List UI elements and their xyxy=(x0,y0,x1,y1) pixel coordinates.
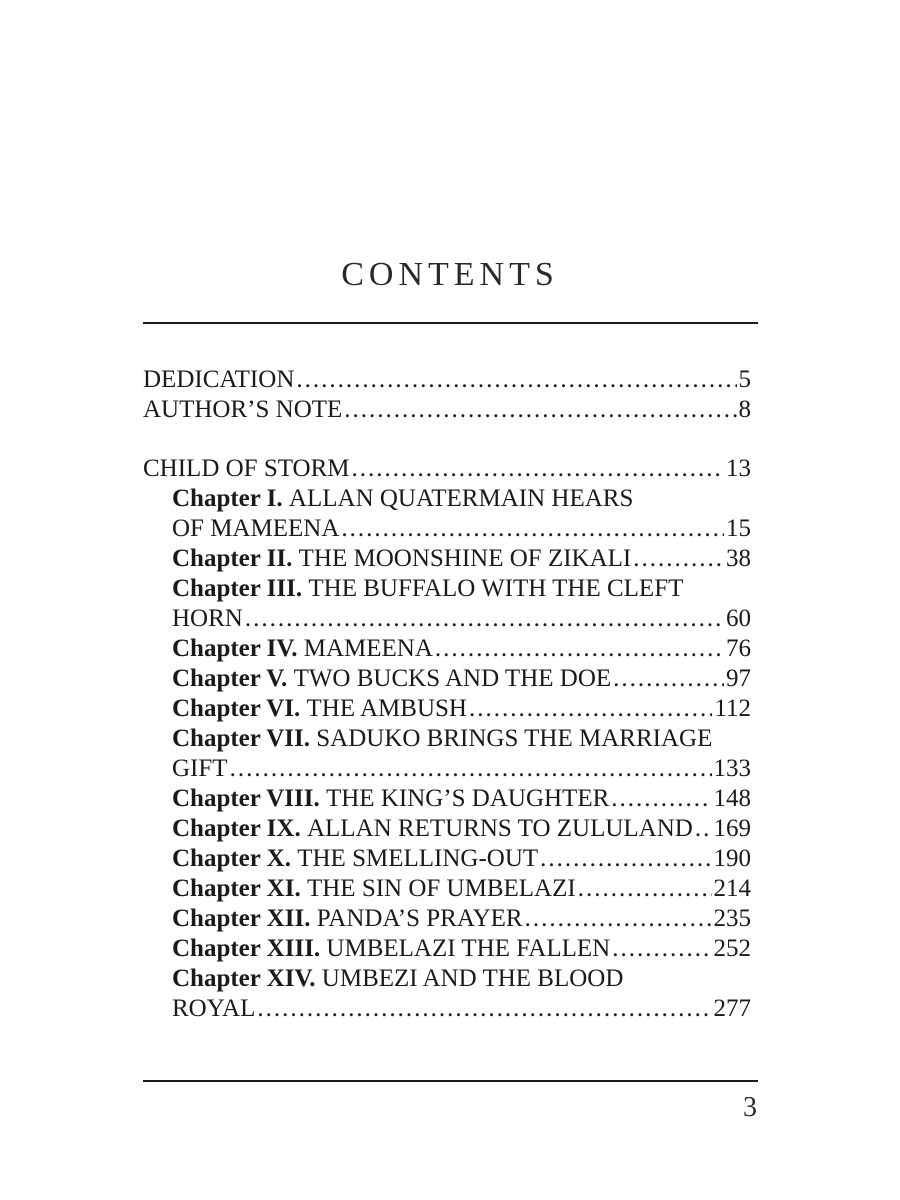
dot-leader xyxy=(344,395,736,425)
dot-leader xyxy=(230,754,712,784)
table-of-contents xyxy=(143,365,751,1024)
chapter-title: THE AMBUSH xyxy=(306,695,467,722)
chapter-title-continued: HORN xyxy=(172,605,243,632)
toc-entry-chapter-continued[interactable] xyxy=(143,994,751,1024)
chapter-label: Chapter XII. xyxy=(172,905,311,932)
dot-leader xyxy=(296,365,736,395)
toc-entry-chapter[interactable] xyxy=(143,634,751,664)
chapter-label: Chapter IX. xyxy=(172,815,301,842)
entry-page: 190 xyxy=(713,845,751,872)
dot-leader xyxy=(578,874,712,904)
chapter-title: THE BUFFALO WITH THE CLEFT xyxy=(308,575,684,602)
chapter-label: Chapter IV. xyxy=(172,635,298,662)
chapter-title: ALLAN RETURNS TO ZULULAND xyxy=(306,815,693,842)
entry-page: 252 xyxy=(713,935,751,962)
chapter-title: THE KING’S DAUGHTER xyxy=(325,785,610,812)
entry-page: 13 xyxy=(726,455,751,482)
entry-page: 97 xyxy=(726,665,751,692)
toc-entry-chapter[interactable] xyxy=(143,664,751,694)
toc-entry-authors-note[interactable] xyxy=(143,395,751,425)
toc-entry-chapter[interactable] xyxy=(143,844,751,874)
chapter-label: Chapter XI. xyxy=(172,875,301,902)
toc-entry-part[interactable] xyxy=(143,454,751,484)
chapter-title-continued: GIFT xyxy=(172,755,228,782)
entry-page: 8 xyxy=(738,396,751,423)
chapter-label: Chapter VIII. xyxy=(172,785,320,812)
chapter-label: Chapter XIII. xyxy=(172,935,321,962)
dot-leader xyxy=(633,544,724,574)
chapter-title-continued: OF MAMEENA xyxy=(172,515,340,542)
chapter-title: THE SIN OF UMBELAZI xyxy=(306,875,576,902)
entry-page: 60 xyxy=(726,605,751,632)
entry-page: 235 xyxy=(713,905,751,932)
chapter-title: UMBELAZI THE FALLEN xyxy=(326,935,611,962)
chapter-label: Chapter X. xyxy=(172,845,291,872)
entry-page: 5 xyxy=(738,366,751,393)
chapter-title: SADUKO BRINGS THE MARRIAGE xyxy=(316,725,713,752)
chapter-title: UMBEZI AND THE BLOOD xyxy=(321,965,624,992)
dot-leader xyxy=(352,454,724,484)
toc-entry-chapter[interactable] xyxy=(143,784,751,814)
dot-leader xyxy=(341,514,724,544)
toc-entry-chapter[interactable] xyxy=(143,694,751,724)
chapter-title: TWO BUCKS AND THE DOE xyxy=(293,665,612,692)
dot-leader xyxy=(612,934,711,964)
chapter-title: MAMEENA xyxy=(303,635,433,662)
toc-entry-chapter-continued[interactable] xyxy=(143,754,751,784)
toc-entry-chapter[interactable] xyxy=(143,964,751,994)
entry-page: 148 xyxy=(713,785,751,812)
chapter-label: Chapter XIV. xyxy=(172,965,316,992)
entry-page: 214 xyxy=(713,875,751,902)
dot-leader xyxy=(613,664,724,694)
entry-page: 112 xyxy=(714,695,751,722)
dot-leader xyxy=(695,814,712,844)
chapter-list xyxy=(143,484,751,1024)
dot-leader xyxy=(611,784,711,814)
entry-page: 169 xyxy=(713,815,751,842)
page-number: 3 xyxy=(743,1092,757,1123)
chapter-label: Chapter VI. xyxy=(172,695,301,722)
toc-entry-chapter[interactable] xyxy=(143,724,751,754)
toc-entry-dedication[interactable] xyxy=(143,365,751,395)
chapter-label: Chapter I. xyxy=(172,485,283,512)
toc-entry-chapter[interactable] xyxy=(143,574,751,604)
dot-leader xyxy=(245,604,724,634)
dot-leader xyxy=(435,634,724,664)
toc-entry-chapter[interactable] xyxy=(143,814,751,844)
chapter-title: PANDA’S PRAYER xyxy=(316,905,523,932)
toc-entry-chapter-continued[interactable] xyxy=(143,604,751,634)
dot-leader xyxy=(525,904,712,934)
dot-leader xyxy=(540,844,711,874)
chapter-title: THE MOONSHINE OF ZIKALI xyxy=(298,545,632,572)
chapter-title: THE SMELLING-OUT xyxy=(297,845,539,872)
entry-title: AUTHOR’S NOTE xyxy=(143,396,343,423)
dot-leader xyxy=(469,694,712,724)
entry-page: 277 xyxy=(713,995,751,1022)
toc-entry-chapter[interactable] xyxy=(143,544,751,574)
chapter-title-continued: ROYAL xyxy=(172,995,256,1022)
entry-page: 133 xyxy=(713,755,751,782)
chapter-label: Chapter VII. xyxy=(172,725,310,752)
entry-page: 38 xyxy=(726,545,751,572)
bottom-rule xyxy=(143,1080,758,1082)
toc-entry-chapter-continued[interactable] xyxy=(143,514,751,544)
entry-page: 15 xyxy=(726,515,751,542)
chapter-label: Chapter III. xyxy=(172,575,303,602)
part-title: CHILD OF STORM xyxy=(143,455,350,482)
chapter-title: ALLAN QUATERMAIN HEARS xyxy=(288,485,634,512)
entry-page: 76 xyxy=(726,635,751,662)
chapter-label: Chapter V. xyxy=(172,665,288,692)
toc-entry-chapter[interactable] xyxy=(143,484,751,514)
dot-leader xyxy=(257,994,711,1024)
entry-title: DEDICATION xyxy=(143,366,295,393)
toc-entry-chapter[interactable] xyxy=(143,874,751,904)
page-title: CONTENTS xyxy=(341,256,559,293)
toc-entry-chapter[interactable] xyxy=(143,934,751,964)
toc-entry-chapter[interactable] xyxy=(143,904,751,934)
chapter-label: Chapter II. xyxy=(172,545,293,572)
top-rule xyxy=(143,322,758,324)
